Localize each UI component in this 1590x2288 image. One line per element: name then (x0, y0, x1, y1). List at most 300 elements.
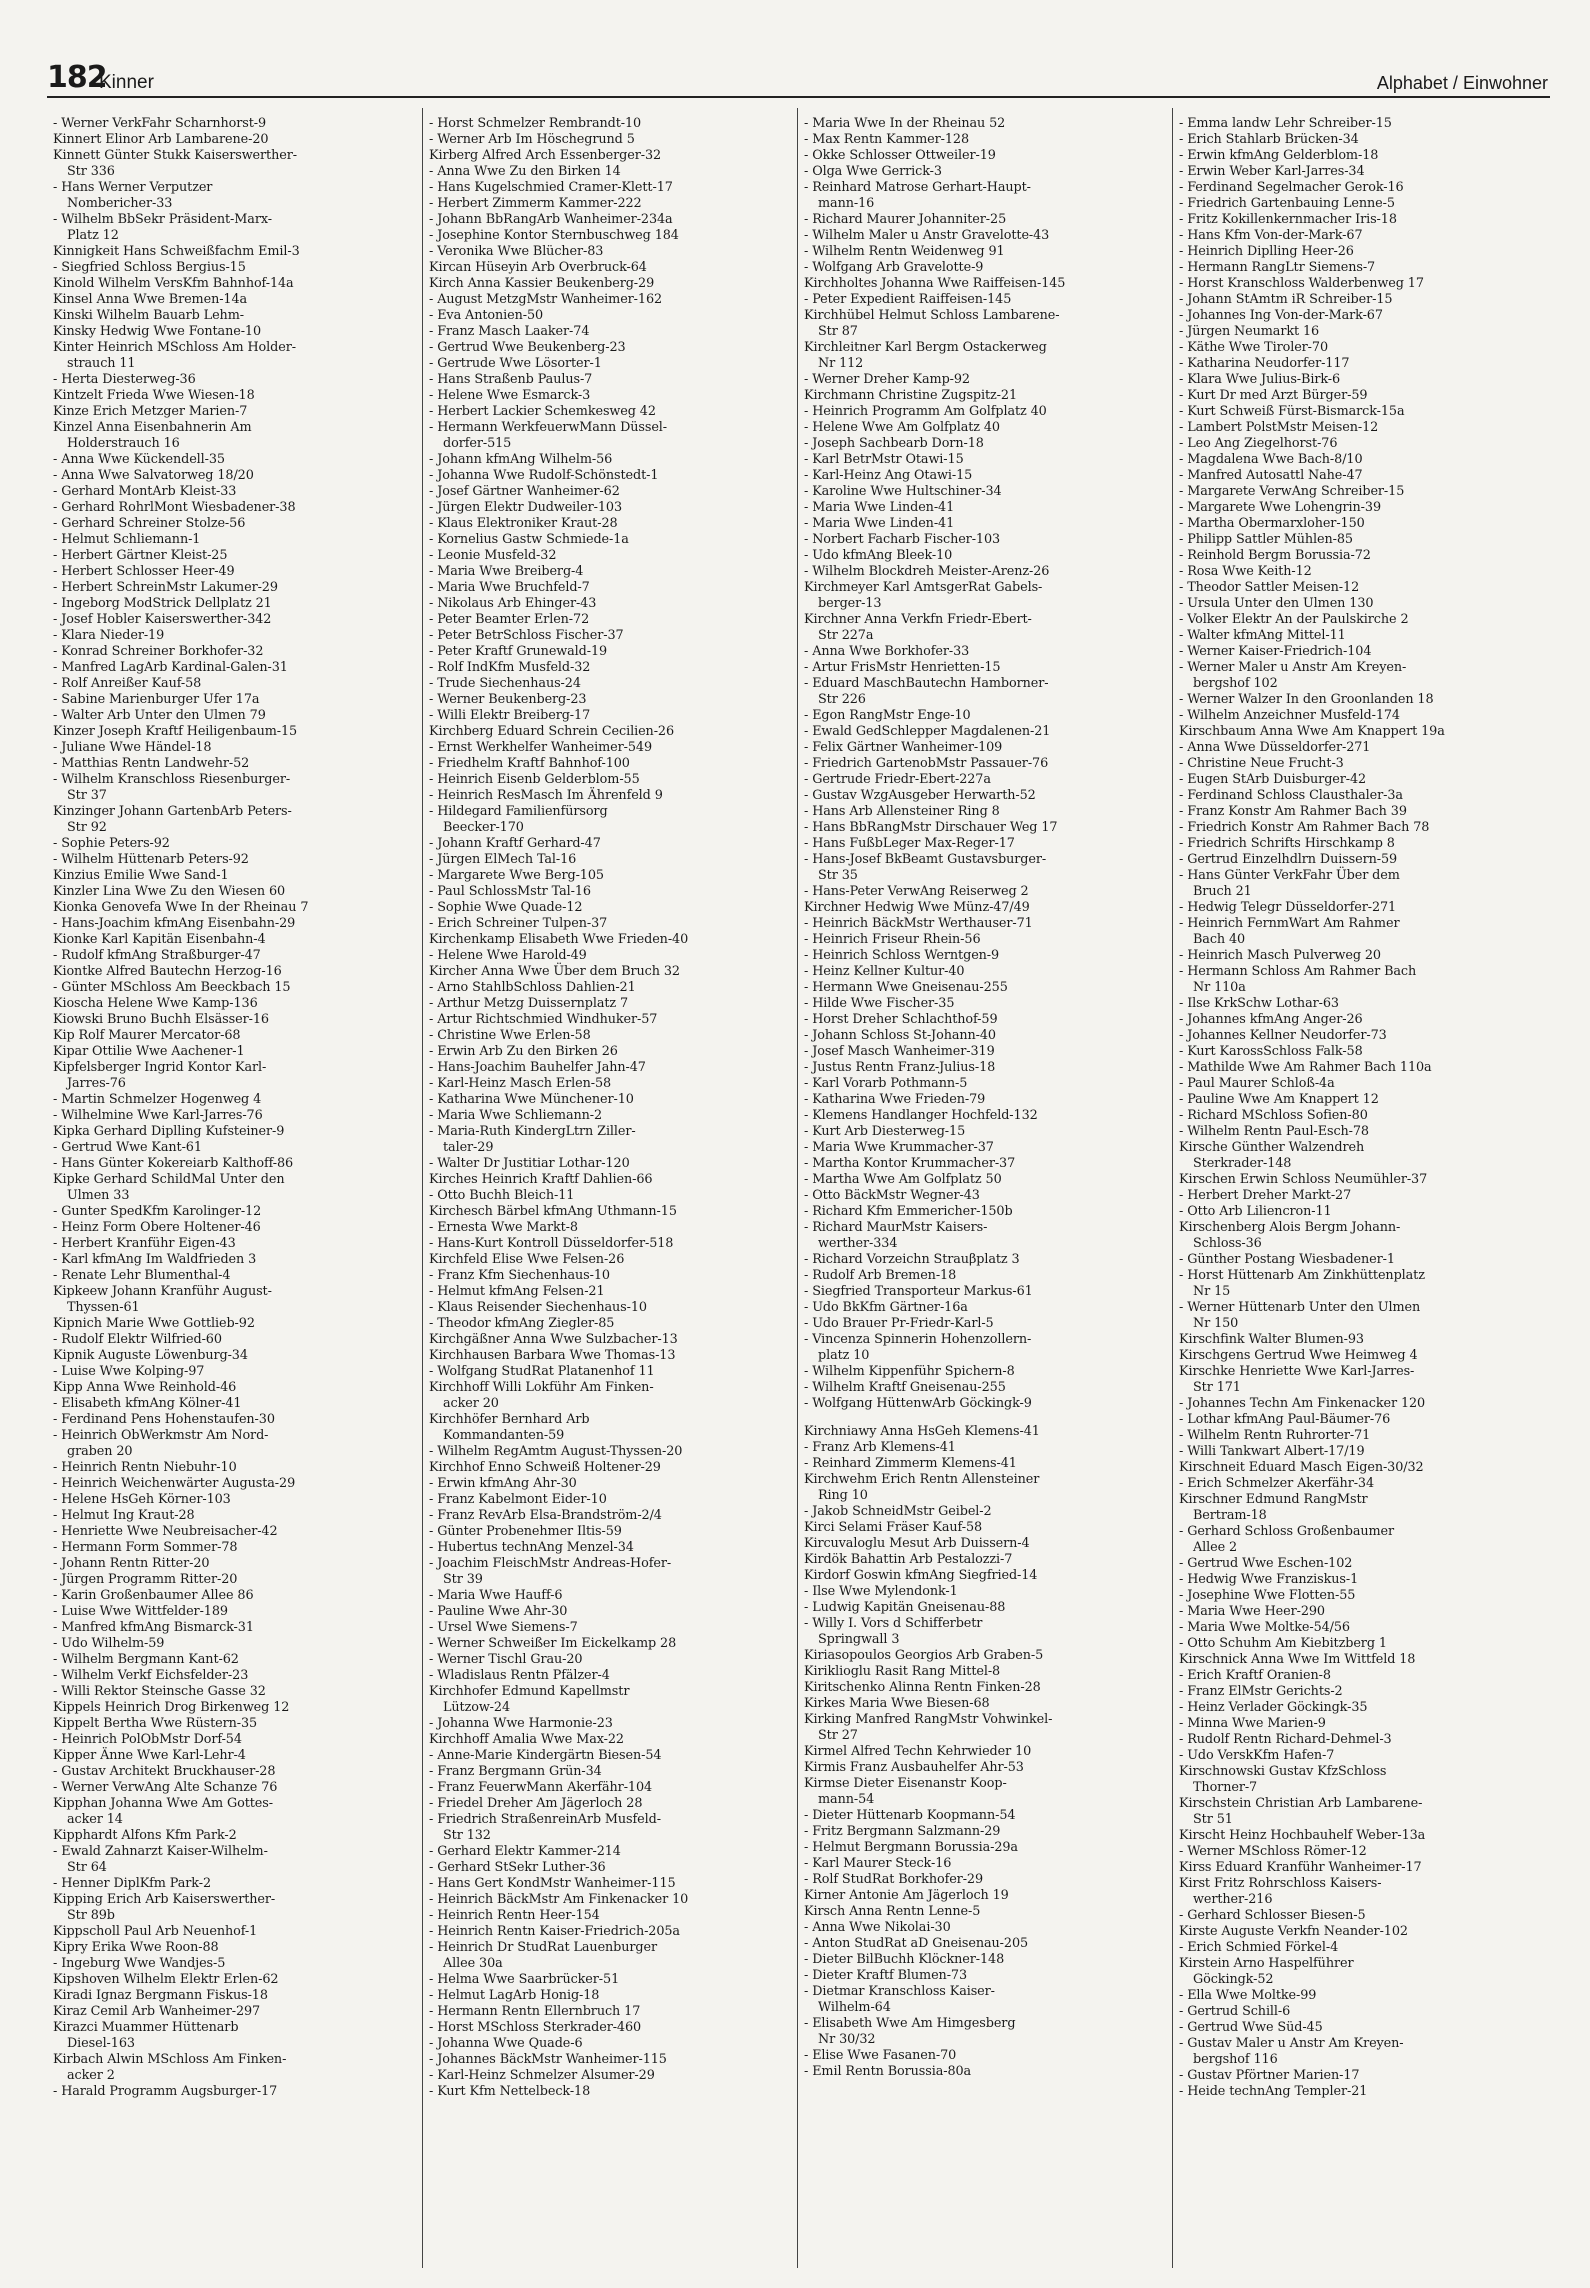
directory-entry: - Wilhelm Anzeichner Musfeld-174 (1179, 708, 1400, 723)
directory-entry: - Katharina Wwe Münchener-10 (429, 1092, 634, 1107)
directory-entry: - Paul Maurer Schloß-4a (1179, 1076, 1335, 1091)
directory-entry: - Richard Kfm Emmericher-150b (804, 1204, 1013, 1219)
directory-entry: - Wolfgang HüttenwArb Göckingk-9 (804, 1396, 1032, 1411)
directory-entry: Kirdök Bahattin Arb Pestalozzi-7 (804, 1552, 1013, 1567)
directory-entry: - Friedrich Konstr Am Rahmer Bach 78 (1179, 820, 1430, 835)
directory-entry: - Juliane Wwe Händel-18 (53, 740, 212, 755)
directory-entry: - Ernst Werkhelfer Wanheimer-549 (429, 740, 653, 755)
directory-entry: - Wilhelm Rentn Paul-Esch-78 (1179, 1124, 1369, 1139)
directory-entry: Kinze Erich Metzger Marien-7 (53, 404, 248, 419)
directory-entry: - Friedrich Gartenbauing Lenne-5 (1179, 196, 1395, 211)
directory-entry: - Fritz Kokillenkernmacher Iris-18 (1179, 212, 1397, 227)
directory-entry: - Ilse KrkSchw Lothar-63 (1179, 996, 1339, 1011)
directory-entry: - Ludwig Kapitän Gneisenau-88 (804, 1600, 1006, 1615)
directory-entry: - Heinrich PolObMstr Dorf-54 (53, 1732, 242, 1747)
directory-entry: Kippelt Bertha Wwe Rüstern-35 (53, 1716, 258, 1731)
directory-entry: - Manfred kfmAng Bismarck-31 (53, 1620, 254, 1635)
directory-entry: - Udo Brauer Pr-Friedr-Karl-5 (804, 1316, 994, 1331)
directory-entry: - Herbert Schlosser Heer-49 (53, 564, 235, 579)
directory-entry: - Herbert Kranführ Eigen-43 (53, 1236, 236, 1251)
directory-entry: - Ingeburg Wwe Wandjes-5 (53, 1956, 226, 1971)
directory-entry: - Nikolaus Arb Ehinger-43 (429, 596, 597, 611)
directory-entry: Kirmis Franz Ausbauhelfer Ahr-53 (804, 1760, 1024, 1775)
directory-entry: - Günther Postang Wiesbadener-1 (1179, 1252, 1395, 1267)
directory-entry: - Hedwig Wwe Franziskus-1 (1179, 1572, 1359, 1587)
directory-entry: - Werner MSchloss Römer-12 (1179, 1844, 1367, 1859)
directory-entry: - Heinrich BäckMstr Werthauser-71 (804, 916, 1033, 931)
directory-entry: Kinsky Hedwig Wwe Fontane-10 (53, 324, 262, 339)
directory-entry: - Hans Kugelschmied Cramer-Klett-17 (429, 180, 673, 195)
directory-entry: - Maria Wwe Bruchfeld-7 (429, 580, 590, 595)
directory-entry: - Willi Tankwart Albert-17/19 (1179, 1444, 1365, 1459)
directory-entry: Kirberg Alfred Arch Essenberger-32 (429, 148, 662, 163)
directory-entry: - Kornelius Gastw Schmiede-1a (429, 532, 629, 547)
directory-entry: - Wilhelm RegAmtm August-Thyssen-20 (429, 1444, 683, 1459)
section-title: Alphabet / Einwohner (1376, 73, 1548, 93)
directory-entry: - Katharina Wwe Frieden-79 (804, 1092, 986, 1107)
directory-entry: - Maria Wwe Linden-41 (804, 500, 955, 515)
directory-entry: - Günter MSchloss Am Beeckbach 15 (53, 980, 291, 995)
directory-entry: - Luise Wwe Kolping-97 (53, 1364, 205, 1379)
directory-entry: - Hildegard Familienfürsorg Beecker-170 (429, 804, 608, 835)
directory-entry: - Horst Kranschloss Walderbenweg 17 (1179, 276, 1424, 291)
directory-entry: - Hans-Kurt Kontroll Düsseldorfer-518 (429, 1236, 674, 1251)
directory-entry: Kirkes Maria Wwe Biesen-68 (804, 1696, 990, 1711)
directory-entry: Kirchmeyer Karl AmtsgerRat Gabels- berger-13 (804, 580, 1043, 611)
directory-entry: - Hans FußbLeger Max-Reger-17 (804, 836, 1015, 851)
directory-entry: - Ferdinand Segelmacher Gerok-16 (1179, 180, 1404, 195)
directory-entry: - Johannes BäckMstr Wanheimer-115 (429, 2052, 667, 2067)
directory-entry: - Johannes kfmAng Anger-26 (1179, 1012, 1363, 1027)
directory-entry: - Helene Wwe Esmarck-3 (429, 388, 591, 403)
directory-entry: Kirschfink Walter Blumen-93 (1179, 1332, 1364, 1347)
directory-entry: - Maria Wwe In der Rheinau 52 (804, 116, 1006, 131)
directory-entry: - Dieter Hüttenarb Koopmann-54 (804, 1808, 1016, 1823)
directory-entry: - Johanna Wwe Rudolf-Schönstedt-1 (429, 468, 659, 483)
directory-entry: - Wladislaus Rentn Pfälzer-4 (429, 1668, 610, 1683)
directory-entry: - Horst Schmelzer Rembrandt-10 (429, 116, 642, 131)
directory-entry: Kirchesch Bärbel kfmAng Uthmann-15 (429, 1204, 677, 1219)
directory-entry: - Herbert Gärtner Kleist-25 (53, 548, 228, 563)
directory-entry: - Sophie Peters-92 (53, 836, 170, 851)
directory-entry: - Rudolf Arb Bremen-18 (804, 1268, 957, 1283)
directory-entry: - Ella Wwe Moltke-99 (1179, 1988, 1317, 2003)
directory-entry: - Rosa Wwe Keith-12 (1179, 564, 1312, 579)
directory-entry: Kirchholtes Johanna Wwe Raiffeisen-145 (804, 276, 1066, 291)
directory-entry: - Heinrich Eisenb Gelderblom-55 (429, 772, 640, 787)
directory-entry: - Friedrich StraßenreinArb Musfeld- Str 132 (429, 1812, 661, 1843)
directory-entry: - Justus Rentn Franz-Julius-18 (804, 1060, 996, 1075)
directory-entry: - Gerhard Elektr Kammer-214 (429, 1844, 621, 1859)
directory-entry: - Heinrich Masch Pulverweg 20 (1179, 948, 1381, 963)
directory-entry: - Martha Kontor Krummacher-37 (804, 1156, 1016, 1171)
directory-entry: Kirmse Dieter Eisenanstr Koop- mann-54 (804, 1776, 1007, 1807)
directory-entry: Kirchhof Enno Schweiß Holtener-29 (429, 1460, 661, 1475)
directory-entry: Kinter Heinrich MSchloss Am Holder- strauch 11 (53, 340, 296, 371)
directory-entry: Kirchhoff Willi Lokführ Am Finken- acker 20 (429, 1380, 654, 1411)
directory-entry: Kirchberg Eduard Schrein Cecilien-26 (429, 724, 675, 739)
directory-entry: - Felix Gärtner Wanheimer-109 (804, 740, 1003, 755)
directory-entry: - Arthur Metzg Duissernplatz 7 (429, 996, 629, 1011)
directory-entry: - Wilhelm Verkf Eichsfelder-23 (53, 1668, 249, 1683)
directory-entry: Kirchner Hedwig Wwe Münz-47/49 (804, 900, 1030, 915)
directory-entry: - Rolf IndKfm Musfeld-32 (429, 660, 591, 675)
directory-entry: - Elise Wwe Fasanen-70 (804, 2048, 957, 2063)
directory-entry: Kiontke Alfred Bautechn Herzog-16 (53, 964, 282, 979)
directory-entry: - Ingeborg ModStrick Dellplatz 21 (53, 596, 272, 611)
column-2 (422, 108, 797, 2268)
directory-entry: - Klara Nieder-19 (53, 628, 165, 643)
directory-entry: - Margarete Wwe Lohengrin-39 (1179, 500, 1381, 515)
directory-entry: Kinnert Elinor Arb Lambarene-20 (53, 132, 269, 147)
directory-columns (47, 108, 1550, 2268)
directory-entry: Kinzer Joseph Kraftf Heiligenbaum-15 (53, 724, 298, 739)
directory-entry: - Manfred Autosattl Nahe-47 (1179, 468, 1363, 483)
directory-entry: Kirner Antonie Am Jägerloch 19 (804, 1888, 1009, 1903)
directory-entry: - Minna Wwe Marien-9 (1179, 1716, 1326, 1731)
directory-entry: Kinnett Günter Stukk Kaiserswerther- Str 336 (53, 148, 297, 179)
directory-entry: Kiriasopoulos Georgios Arb Graben-5 (804, 1648, 1044, 1663)
directory-entry: - Hans Günter VerkFahr Über dem Bruch 21 (1179, 868, 1400, 899)
directory-entry: - Paul SchlossMstr Tal-16 (429, 884, 591, 899)
directory-entry: Kircan Hüseyin Arb Overbruck-64 (429, 260, 647, 275)
directory-entry: - Olga Wwe Gerrick-3 (804, 164, 942, 179)
directory-entry: Kintzelt Frieda Wwe Wiesen-18 (53, 388, 255, 403)
directory-entry: - Johann kfmAng Wilhelm-56 (429, 452, 613, 467)
directory-entry: - Erwin Arb Zu den Birken 26 (429, 1044, 618, 1059)
directory-entry: - Arno StahlbSchloss Dahlien-21 (429, 980, 636, 995)
directory-entry: - Josef Gärtner Wanheimer-62 (429, 484, 620, 499)
directory-entry: - Ferdinand Pens Hohenstaufen-30 (53, 1412, 275, 1427)
directory-entry: Kipshoven Wilhelm Elektr Erlen-62 (53, 1972, 279, 1987)
directory-entry: - Willi Elektr Breiberg-17 (429, 708, 591, 723)
directory-entry: - Ewald Zahnarzt Kaiser-Wilhelm- Str 64 (53, 1844, 268, 1875)
directory-entry: - Eduard MaschBautechn Hamborner- Str 226 (804, 676, 1049, 707)
directory-entry: - Hermann RangLtr Siemens-7 (1179, 260, 1376, 275)
directory-entry: - Hans Straßenb Paulus-7 (429, 372, 593, 387)
directory-entry: - Hilde Wwe Fischer-35 (804, 996, 955, 1011)
directory-entry: - Rudolf kfmAng Straßburger-47 (53, 948, 261, 963)
directory-entry: - Dieter Kraftf Blumen-73 (804, 1968, 968, 1983)
directory-entry: - Hans Günter Kokereiarb Kalthoff-86 (53, 1156, 294, 1171)
directory-entry: Kirschgens Gertrud Wwe Heimweg 4 (1179, 1348, 1418, 1363)
directory-entry: - Anna Wwe Salvatorweg 18/20 (53, 468, 254, 483)
directory-entry: - Heinrich ResMasch Im Ährenfeld 9 (429, 788, 663, 803)
directory-entry: - Jürgen ElMech Tal-16 (429, 852, 577, 867)
directory-entry: - Eva Antonien-50 (429, 308, 544, 323)
directory-entry: - Friedrich GartenobMstr Passauer-76 (804, 756, 1049, 771)
directory-entry: - Okke Schlosser Ottweiler-19 (804, 148, 996, 163)
directory-entry: - Henriette Wwe Neubreisacher-42 (53, 1524, 278, 1539)
directory-entry: - Lothar kfmAng Paul-Bäumer-76 (1179, 1412, 1391, 1427)
directory-entry: Kirchniawy Anna HsGeh Klemens-41 (804, 1424, 1040, 1439)
directory-entry: - Gerhard RohrlMont Wiesbadener-38 (53, 500, 296, 515)
directory-entry: - Werner VerkFahr Scharnhorst-9 (53, 116, 267, 131)
directory-entry: - Trude Siechenhaus-24 (429, 676, 581, 691)
directory-entry: - Josephine Wwe Flotten-55 (1179, 1588, 1356, 1603)
directory-entry: - Theodor kfmAng Ziegler-85 (429, 1316, 615, 1331)
directory-entry: - Wilhelm Rentn Ruhrorter-71 (1179, 1428, 1371, 1443)
directory-entry: - Helmut Bergmann Borussia-29a (804, 1840, 1018, 1855)
directory-entry: - Anna Wwe Nikolai-30 (804, 1920, 951, 1935)
directory-entry: - Hans Arb Allensteiner Ring 8 (804, 804, 1000, 819)
directory-entry: Kirking Manfred RangMstr Vohwinkel- Str 27 (804, 1712, 1053, 1743)
directory-entry: Kirchhöfer Bernhard Arb Kommandanten-59 (429, 1412, 590, 1443)
directory-entry: - Johann Rentn Ritter-20 (53, 1556, 210, 1571)
directory-entry: Kipry Erika Wwe Roon-88 (53, 1940, 219, 1955)
directory-entry: Kipfelsberger Ingrid Kontor Karl- Jarres-76 (53, 1060, 267, 1091)
directory-entry: - Maria Wwe Linden-41 (804, 516, 955, 531)
directory-entry: - Hermann Schloss Am Rahmer Bach Nr 110a (1179, 964, 1417, 995)
directory-entry: - Pauline Wwe Am Knappert 12 (1179, 1092, 1379, 1107)
directory-entry: - Dieter BilBuchh Klöckner-148 (804, 1952, 1005, 1967)
directory-entry: - Ernesta Wwe Markt-8 (429, 1220, 578, 1235)
directory-entry: - Christine Neue Frucht-3 (1179, 756, 1344, 771)
directory-entry: - Hans BbRangMstr Dirschauer Weg 17 (804, 820, 1058, 835)
directory-entry: - Reinhard Matrose Gerhart-Haupt- mann-16 (804, 180, 1031, 211)
directory-entry: - Wilhelm Kippenführ Spichern-8 (804, 1364, 1015, 1379)
directory-entry: - Franz RevArb Elsa-Brandström-2/4 (429, 1508, 662, 1523)
directory-entry: - Werner Hüttenarb Unter den Ulmen Nr 150 (1179, 1300, 1421, 1331)
directory-entry: Kirsch Anna Rentn Lenne-5 (804, 1904, 981, 1919)
directory-entry: Kirch Anna Kassier Beukenberg-29 (429, 276, 655, 291)
directory-entry: - Gerhard Schlosser Biesen-5 (1179, 1908, 1366, 1923)
directory-entry: - Anton StudRat aD Gneisenau-205 (804, 1936, 1029, 1951)
directory-entry: Kirchhausen Barbara Wwe Thomas-13 (429, 1348, 676, 1363)
directory-entry: - Philipp Sattler Mühlen-85 (1179, 532, 1353, 547)
directory-entry: - Richard MaurMstr Kaisers- werther-334 (804, 1220, 988, 1251)
directory-entry: - Anne-Marie Kindergärtn Biesen-54 (429, 1748, 662, 1763)
directory-entry: - Peter BetrSchloss Fischer-37 (429, 628, 624, 643)
directory-entry: - Magdalena Wwe Bach-8/10 (1179, 452, 1363, 467)
directory-entry: - Karl BetrMstr Otawi-15 (804, 452, 964, 467)
directory-entry: - Jakob SchneidMstr Geibel-2 (804, 1504, 992, 1519)
directory-entry: Kionke Karl Kapitän Eisenbahn-4 (53, 932, 266, 947)
directory-entry: - Maria Wwe Schliemann-2 (429, 1108, 603, 1123)
directory-entry: - Wolfgang Arb Gravelotte-9 (804, 260, 984, 275)
directory-entry: - Heinrich Rentn Niebuhr-10 (53, 1460, 237, 1475)
directory-entry: Kinold Wilhelm VersKfm Bahnhof-14a (53, 276, 294, 291)
directory-entry: - Jürgen Programm Ritter-20 (53, 1572, 238, 1587)
directory-entry: - Herbert Zimmerm Kammer-222 (429, 196, 642, 211)
directory-entry: - Christine Wwe Erlen-58 (429, 1028, 591, 1043)
directory-entry: - Werner Maler u Anstr Am Kreyen- bergshof 102 (1179, 660, 1407, 691)
directory-entry: - Otto Schuhm Am Kiebitzberg 1 (1179, 1636, 1387, 1651)
directory-entry: - Reinhold Bergm Borussia-72 (1179, 548, 1371, 563)
directory-entry: - Klaus Elektroniker Kraut-28 (429, 516, 618, 531)
directory-entry: Kip Rolf Maurer Mercator-68 (53, 1028, 241, 1043)
directory-entry: - Horst Hüttenarb Am Zinkhüttenplatz Nr 15 (1179, 1268, 1425, 1299)
directory-entry: - Werner Walzer In den Groonlanden 18 (1179, 692, 1434, 707)
directory-entry: - Friedrich Schrifts Hirschkamp 8 (1179, 836, 1395, 851)
directory-entry: - Helmut kfmAng Felsen-21 (429, 1284, 605, 1299)
directory-entry: Kirchenkamp Elisabeth Wwe Frieden-40 (429, 932, 689, 947)
directory-entry: - Günter Probenehmer Iltis-59 (429, 1524, 622, 1539)
directory-entry: - Franz Masch Laaker-74 (429, 324, 590, 339)
directory-entry: Kirschnick Anna Wwe Im Wittfeld 18 (1179, 1652, 1416, 1667)
directory-entry: - Richard Vorzeichn Strauβplatz 3 (804, 1252, 1020, 1267)
directory-entry: - Pauline Wwe Ahr-30 (429, 1604, 568, 1619)
directory-entry: - Ferdinand Schloss Clausthaler-3a (1179, 788, 1403, 803)
directory-entry: - Gertrud Wwe Beukenberg-23 (429, 340, 626, 355)
directory-entry: - Franz Kfm Siechenhaus-10 (429, 1268, 610, 1283)
directory-entry: - Franz Kabelmont Eider-10 (429, 1492, 607, 1507)
directory-entry: - Udo kfmAng Bleek-10 (804, 548, 953, 563)
directory-entry: - Johannes Kellner Neudorfer-73 (1179, 1028, 1387, 1043)
directory-entry: Kinzler Lina Wwe Zu den Wiesen 60 (53, 884, 286, 899)
directory-entry: - Harald Programm Augsburger-17 (53, 2084, 278, 2099)
page-header (47, 46, 1550, 98)
directory-entry: Kippels Heinrich Drog Birkenweg 12 (53, 1700, 290, 1715)
directory-entry: - Hans Kfm Von-der-Mark-67 (1179, 228, 1363, 243)
directory-entry: Kirschnowski Gustav KfzSchloss Thorner-7 (1179, 1764, 1387, 1795)
directory-entry: - Heinrich Programm Am Golfplatz 40 (804, 404, 1047, 419)
directory-entry: - Heinrich Rentn Kaiser-Friedrich-205a (429, 1924, 680, 1939)
directory-entry: - Luise Wwe Wittfelder-189 (53, 1604, 228, 1619)
directory-entry: - Erich Schmied Förkel-4 (1179, 1940, 1339, 1955)
directory-entry: - Heinrich Weichenwärter Augusta-29 (53, 1476, 296, 1491)
directory-entry: - Hans Werner Verputzer Nomberichеr-33 (53, 180, 213, 211)
directory-entry: - Gustav WzgAusgeber Herwarth-52 (804, 788, 1036, 803)
directory-entry: - Hans-Joachim Bauhelfer Jahn-47 (429, 1060, 646, 1075)
directory-entry: - Friedhelm Kraftf Bahnhof-100 (429, 756, 630, 771)
directory-entry: - Sophie Wwe Quade-12 (429, 900, 583, 915)
directory-entry: - Martha Wwe Am Golfplatz 50 (804, 1172, 1002, 1187)
directory-entry: - Walter Arb Unter den Ulmen 79 (53, 708, 266, 723)
directory-entry: Kinnigkeit Hans Schweißfachm Emil-3 (53, 244, 300, 259)
directory-entry: - Hans-Joachim kfmAng Eisenbahn-29 (53, 916, 296, 931)
directory-entry: - Gertrud Einzelhdlrn Duissern-59 (1179, 852, 1398, 867)
directory-entry (804, 1412, 1164, 1424)
directory-entry: - Werner Schweißer Im Eickelkamp 28 (429, 1636, 677, 1651)
directory-entry: Kirschke Henriette Wwe Karl-Jarres- Str 171 (1179, 1364, 1415, 1395)
directory-entry: - Johann Schloss St-Johann-40 (804, 1028, 996, 1043)
directory-entry: - Otto BäckMstr Wegner-43 (804, 1188, 980, 1203)
directory-entry: Kiriklioglu Rasit Rang Mittel-8 (804, 1664, 1001, 1679)
directory-entry: - Johann BbRangArb Wanheimer-234a (429, 212, 673, 227)
directory-entry: - Maria Wwe Krummacher-37 (804, 1140, 994, 1155)
directory-entry: - Gertrud Wwe Eschen-102 (1179, 1556, 1353, 1571)
directory-entry: - Willi Rektor Steinsche Gasse 32 (53, 1684, 266, 1699)
directory-entry: - Erich Stahlarb Brücken-34 (1179, 132, 1359, 147)
directory-entry: - Martha Obermarxloher-150 (1179, 516, 1365, 531)
directory-entry: - Ursula Unter den Ulmen 130 (1179, 596, 1374, 611)
directory-entry: Kipke Gerhard SchildMal Unter den Ulmen 33 (53, 1172, 285, 1203)
directory-entry: Kirchwehm Erich Rentn Allensteiner Ring 10 (804, 1472, 1040, 1503)
directory-entry: - Gerhard Schloss Großenbaumer Allee 2 (1179, 1524, 1395, 1555)
directory-entry: - Gustav Architekt Bruckhauser-28 (53, 1764, 276, 1779)
directory-entry: - Erwin kfmAng Ahr-30 (429, 1476, 577, 1491)
directory-entry: - Sabine Marienburger Ufer 17a (53, 692, 260, 707)
directory-entry: - Gertrud Wwe Süd-45 (1179, 2020, 1323, 2035)
directory-entry: - Wilhelm Blockdreh Meister-Arenz-26 (804, 564, 1050, 579)
directory-entry: - Helmut LagArb Honig-18 (429, 1988, 600, 2003)
directory-entry: Kirdorf Goswin kfmAng Siegfried-14 (804, 1568, 1038, 1583)
directory-entry: - Klemens Handlanger Hochfeld-132 (804, 1108, 1038, 1123)
directory-entry: - Gertrud Wwe Kant-61 (53, 1140, 202, 1155)
directory-entry: Kirchner Anna Verkfn Friedr-Ebert- Str 227a (804, 612, 1032, 643)
directory-entry: - Gertrud Schill-6 (1179, 2004, 1291, 2019)
directory-entry: Kirazci Muammer Hüttenarb Diesel-163 (53, 2020, 239, 2051)
directory-entry: - Martin Schmelzer Hogenweg 4 (53, 1092, 262, 1107)
directory-entry: - Ilse Wwe Mylendonk-1 (804, 1584, 958, 1599)
directory-entry: Kirchhübel Helmut Schloss Lambarene- Str 87 (804, 308, 1060, 339)
directory-entry: - Margarete VerwAng Schreiber-15 (1179, 484, 1405, 499)
directory-entry: - Maria-Ruth KindergLtrn Ziller- taler-29 (429, 1124, 636, 1155)
directory-entry: - Heinz Verlader Göckingk-35 (1179, 1700, 1368, 1715)
directory-entry: - Johanna Wwe Harmonie-23 (429, 1716, 613, 1731)
directory-entry: - Werner Tischl Grau-20 (429, 1652, 583, 1667)
directory-entry: - Udo VerskKfm Hafen-7 (1179, 1748, 1335, 1763)
directory-entry: - Gertrude Wwe Lösorter-1 (429, 356, 602, 371)
directory-entry: - Konrad Schreiner Borkhofer-32 (53, 644, 264, 659)
directory-entry: - Werner Arb Im Höschegrund 5 (429, 132, 635, 147)
directory-entry: - Udo BkKfm Gärtner-16a (804, 1300, 968, 1315)
directory-entry: - Heinrich ObWerkmstr Am Nord- graben 20 (53, 1428, 269, 1459)
first-entry-word: Kinner (99, 72, 154, 93)
directory-entry: - Werner Kaiser-Friedrich-104 (1179, 644, 1372, 659)
directory-entry: Kiowski Bruno Buchh Elsässer-16 (53, 1012, 269, 1027)
directory-entry: - Jürgen Neumarkt 16 (1179, 324, 1320, 339)
directory-entry: Kirschstein Christian Arb Lambarene- Str 51 (1179, 1796, 1423, 1827)
directory-entry: - Kurt KarossSchloss Falk-58 (1179, 1044, 1363, 1059)
directory-entry: - Franz Arb Klemens-41 (804, 1440, 956, 1455)
directory-entry: - Hermann Rentn Ellernbruch 17 (429, 2004, 641, 2019)
directory-entry: - Helene Wwe Harold-49 (429, 948, 587, 963)
directory-entry: - Heinrich Friseur Rhein-56 (804, 932, 981, 947)
directory-entry: - Horst Dreher Schlachthof-59 (804, 1012, 998, 1027)
directory-entry: - Katharina Neudorfer-117 (1179, 356, 1350, 371)
directory-entry: - Heide technAng Templer-21 (1179, 2084, 1368, 2099)
directory-entry: Kirbach Alwin MSchloss Am Finken- acker 2 (53, 2052, 287, 2083)
directory-entry: - Renate Lehr Blumenthal-4 (53, 1268, 231, 1283)
directory-entry: - Horst MSchloss Sterkrader-460 (429, 2020, 642, 2035)
directory-entry: - Richard Maurer Johanniter-25 (804, 212, 1007, 227)
directory-entry: - Heinrich Dr StudRat Lauenburger Allee 30a (429, 1940, 658, 1971)
directory-entry: Kinzinger Johann GartenbArb Peters- Str 92 (53, 804, 292, 835)
directory-entry: - Artur Richtschmied Windhuker-57 (429, 1012, 658, 1027)
directory-entry: - Werner VerwAng Alte Schanze 76 (53, 1780, 278, 1795)
directory-entry: Kirss Eduard Kranführ Wanheimer-17 (1179, 1860, 1422, 1875)
directory-entry: Kirste Auguste Verkfn Neander-102 (1179, 1924, 1408, 1939)
directory-entry: - Klara Wwe Julius-Birk-6 (1179, 372, 1341, 387)
directory-entry: - Hans-Josef BkBeamt Gustavsburger- Str 35 (804, 852, 1047, 883)
directory-entry: Kinzius Emilie Wwe Sand-1 (53, 868, 229, 883)
directory-entry: - Johanna Wwe Quade-6 (429, 2036, 583, 2051)
directory-entry: - Emil Rentn Borussia-80a (804, 2064, 972, 2079)
directory-entry: - Margarete Wwe Berg-105 (429, 868, 604, 883)
directory-entry: - Hedwig Telegr Düsseldorfer-271 (1179, 900, 1397, 915)
directory-entry: - Heinz Kellner Kultur-40 (804, 964, 965, 979)
directory-entry: - Anna Wwe Düsseldorfer-271 (1179, 740, 1371, 755)
directory-entry: - Wilhelm Rentn Weidenweg 91 (804, 244, 1005, 259)
directory-entry: - Matthias Rentn Landwehr-52 (53, 756, 250, 771)
column-4 (1172, 108, 1547, 2268)
directory-entry: - Volker Elektr An der Paulskirche 2 (1179, 612, 1409, 627)
directory-entry: - Hermann WerkfeuerwMann Düssel- dorfer-515 (429, 420, 668, 451)
directory-entry: - Leonie Musfeld-32 (429, 548, 557, 563)
directory-entry: - Hans-Peter VerwAng Reiserweg 2 (804, 884, 1029, 899)
directory-entry: - Josef Masch Wanheimer-319 (804, 1044, 995, 1059)
directory-entry: - Willy I. Vors d Schifferbetr Springwall 3 (804, 1616, 983, 1647)
directory-entry: - Maria Wwe Hauff-6 (429, 1588, 563, 1603)
directory-entry: - Heinrich FernmWart Am Rahmer Bach 40 (1179, 916, 1400, 947)
directory-entry: - Werner Beukenberg-23 (429, 692, 587, 707)
directory-entry: - Richard MSchloss Sofien-80 (1179, 1108, 1368, 1123)
directory-entry: Kirstein Arno Haspelführer Göckingk-52 (1179, 1956, 1354, 1987)
directory-entry: - Reinhard Zimmerm Klemens-41 (804, 1456, 1017, 1471)
directory-entry: - Peter Beamter Erlen-72 (429, 612, 590, 627)
